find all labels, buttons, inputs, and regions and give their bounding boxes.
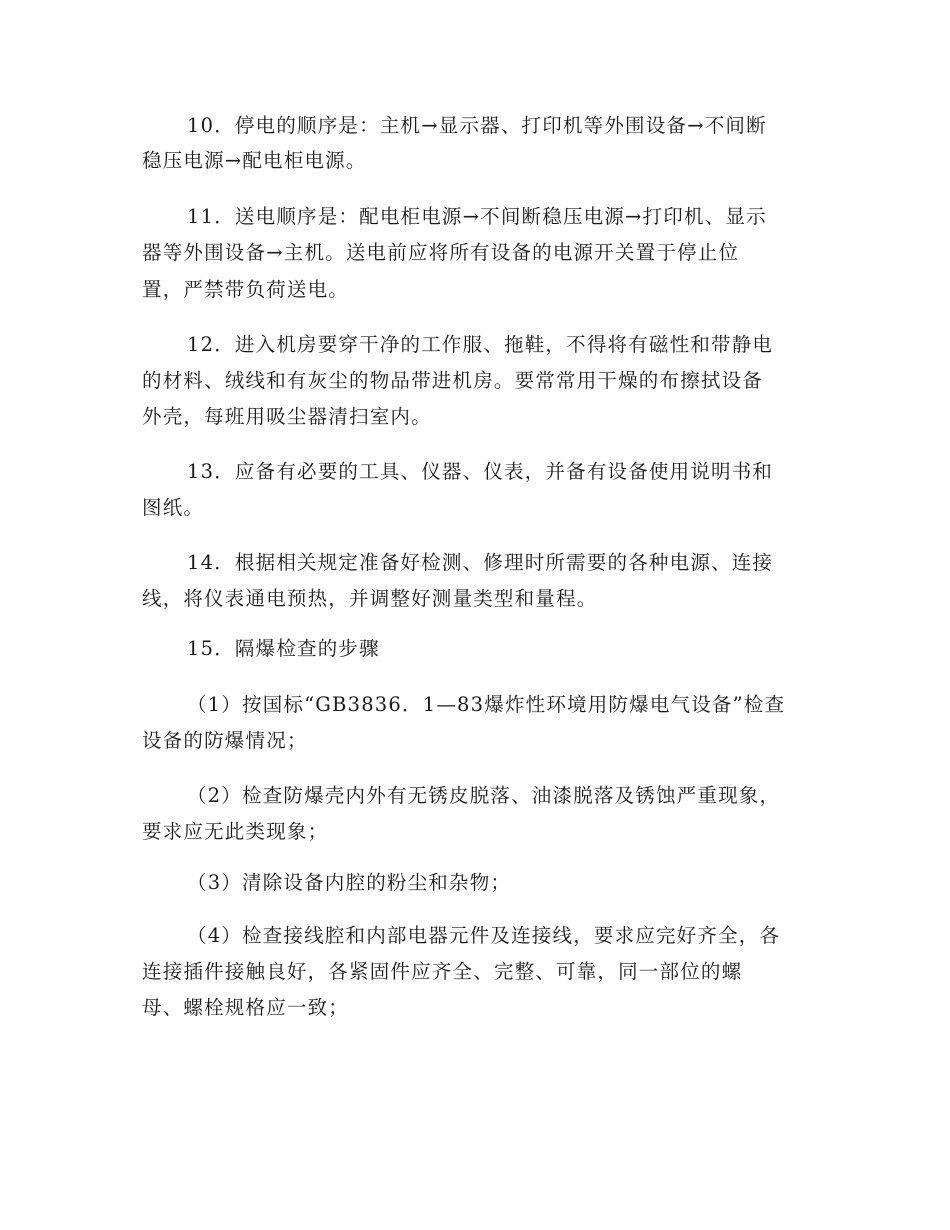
step4-line-3: 母、螺栓规格应一致； (142, 996, 350, 1019)
step1-line-2: 设备的防爆情况； (142, 729, 308, 752)
p12-line-2: 的材料、绒线和有灰尘的物品带进机房。要常常用干燥的布擦拭设备 (142, 369, 764, 392)
p15-heading: 15．隔爆检查的步骤 (187, 637, 380, 660)
step2-line-1: （2）检查防爆壳内外有无锈皮脱落、油漆脱落及锈蚀严重现象， (187, 784, 781, 807)
p12-line-1: 12．进入机房要穿干净的工作服、拖鞋，不得将有磁性和带静电 (187, 333, 774, 356)
p10-line-1: 10．停电的顺序是：主机→显示器、打印机等外围设备→不间断 (187, 114, 767, 137)
step4-line-1: （4）检查接线腔和内部电器元件及连接线，要求应完好齐全，各 (187, 924, 781, 947)
p14-line-1: 14．根据相关规定准备好检测、修理时所需要的各种电源、连接 (187, 551, 774, 574)
p13-line-2: 图纸。 (142, 496, 205, 519)
step4-line-2: 连接插件接触良好，各紧固件应齐全、完整、可靠，同一部位的螺 (142, 960, 743, 983)
p12-line-3: 外壳，每班用吸尘器清扫室内。 (142, 405, 432, 428)
p13-line-1: 13．应备有必要的工具、仪器、仪表，并备有设备使用说明书和 (187, 460, 774, 483)
p11-line-2: 器等外围设备→主机。送电前应将所有设备的电源开关置于停止位 (142, 241, 740, 264)
step1-line-1: （1）按国标“GB3836．1—83爆炸性环境用防爆电气设备”检查 (187, 693, 786, 716)
p11-line-1: 11．送电顺序是：配电柜电源→不间断稳压电源→打印机、显示 (187, 205, 767, 228)
p11-line-3: 置，严禁带负荷送电。 (142, 278, 350, 301)
p10-line-2: 稳压电源→配电柜电源。 (142, 149, 367, 172)
p14-line-2: 线，将仪表通电预热，并调整好测量类型和量程。 (142, 587, 598, 610)
step2-line-2: 要求应无此类现象； (142, 820, 329, 843)
step3-line-1: （3）清除设备内腔的粉尘和杂物； (187, 871, 512, 894)
